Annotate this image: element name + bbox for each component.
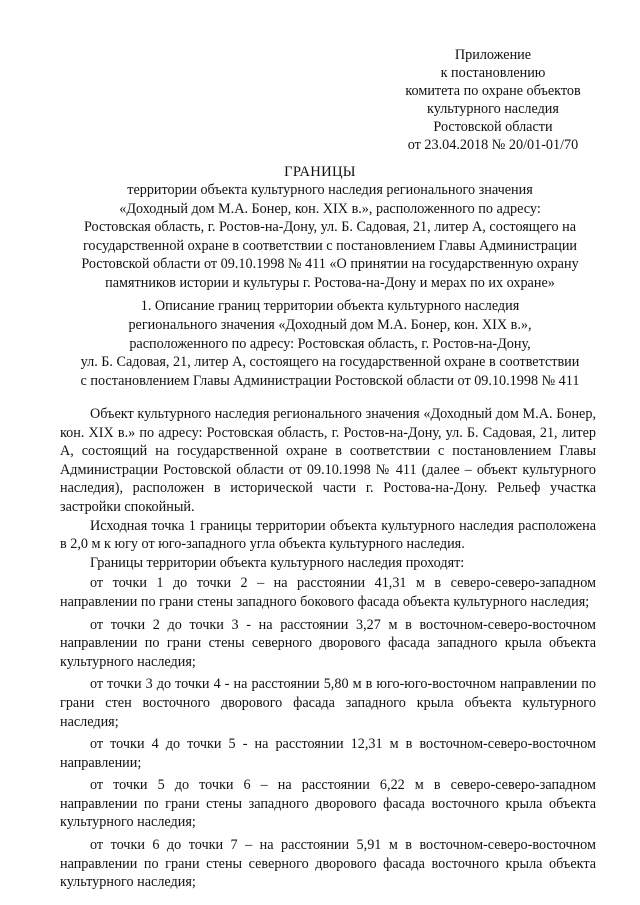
boundary-segment: от точки 1 до точки 2 – на расстоянии 41,31 м в северо-северо-западном направлении по грани стены западного бокового фасада объекта культурного наследия;	[60, 575, 596, 610]
lead-paragraph: Границы территории объекта культурного наследия проходят:	[90, 554, 465, 571]
appendix-line: Приложение	[454, 47, 532, 63]
subtitle-line: государственной охране в соответствии с постановлением Главы Администрации	[82, 237, 578, 254]
section-line: расположенного по адресу: Ростовская область, г. Ростов-на-Дону,	[129, 335, 531, 352]
boundary-segment: от точки 6 до точки 7 – на расстоянии 5,91 м в восточном-северо-восточном направлении по грани стены северного дворового фасада восточного крыла объекта культурного наследия;	[60, 837, 596, 891]
start-point-paragraph: Исходная точка 1 границы территории объекта культурного наследия расположена в 2,0 м к югу от юго-западного угла объекта культурного наследия.	[60, 517, 596, 553]
subtitle-line: территории объекта культурного наследия регионального значения	[127, 182, 533, 198]
section-heading	[60, 297, 600, 391]
boundary-segment: от точки 3 до точки 4 - на расстоянии 5,80 м в юго-юго-восточном направлении по грани стен восточного дворового фасада западного крыла объекта культурного наследия;	[60, 676, 596, 730]
section-line: с постановлением Главы Администрации Ростовской области от 09.10.1998 № 411	[80, 373, 580, 390]
appendix-line: комитета по охране объектов	[405, 83, 581, 99]
section-line: 1. Описание границ территории объекта культурного наследия	[140, 298, 520, 314]
intro-paragraph: Объект культурного наследия регионального значения «Доходный дом М.А. Бонер, кон. XIX в.» по адресу: Ростовская область, г. Ростов-на-Дону, ул. Б. Садовая, 21, литер А, состоящий на государственной охране в соответствии с постановлением Главы Администрации Ростовской области от 09.10.1998 № 411 (далее – объект культурного наследия), расположен в исторической части г. Ростова-на-Дону. Рельеф участка застройки спокойный.	[60, 406, 596, 515]
appendix-line: культурного наследия	[427, 101, 559, 117]
appendix-line: Ростовской области	[433, 119, 553, 135]
document-title: ГРАНИЦЫ	[284, 164, 356, 180]
boundary-segment: от точки 5 до точки 6 – на расстоянии 6,22 м в северо-северо-западном направлении по грани стены западного дворового фасада восточного крыла объекта культурного наследия;	[60, 777, 596, 831]
appendix-block	[388, 46, 598, 154]
body-text	[60, 405, 596, 896]
subtitle-line: памятников истории и культуры г. Ростова-на-Дону и мерах по их охране»	[105, 274, 555, 291]
section-line: ул. Б. Садовая, 21, литер А, состоящего на государственной охране в соответствии	[80, 354, 580, 371]
subtitle-line: Ростовская область, г. Ростов-на-Дону, ул. Б. Садовая, 21, литер А, состоящего на	[83, 219, 577, 236]
subtitle-line: Ростовской области от 09.10.1998 № 411 «О принятии на государственную охрану	[81, 256, 579, 273]
section-line: регионального значения «Доходный дом М.А. Бонер, кон. XIX в.»,	[128, 316, 532, 333]
boundary-segment: от точки 2 до точки 3 - на расстоянии 3,27 м в восточном-северо-восточном направлении по грани стены северного дворового фасада западного крыла объекта культурного наследия;	[60, 616, 596, 670]
appendix-line: от 23.04.2018 № 20/01-01/70	[407, 137, 579, 153]
boundary-segment: от точки 4 до точки 5 - на расстоянии 12,31 м в восточном-северо-восточном направлении;	[60, 736, 596, 771]
appendix-line: к постановлению	[440, 65, 546, 81]
document-subtitle	[60, 181, 600, 293]
subtitle-line: «Доходный дом М.А. Бонер, кон. XIX в.», расположенного по адресу:	[119, 200, 541, 217]
